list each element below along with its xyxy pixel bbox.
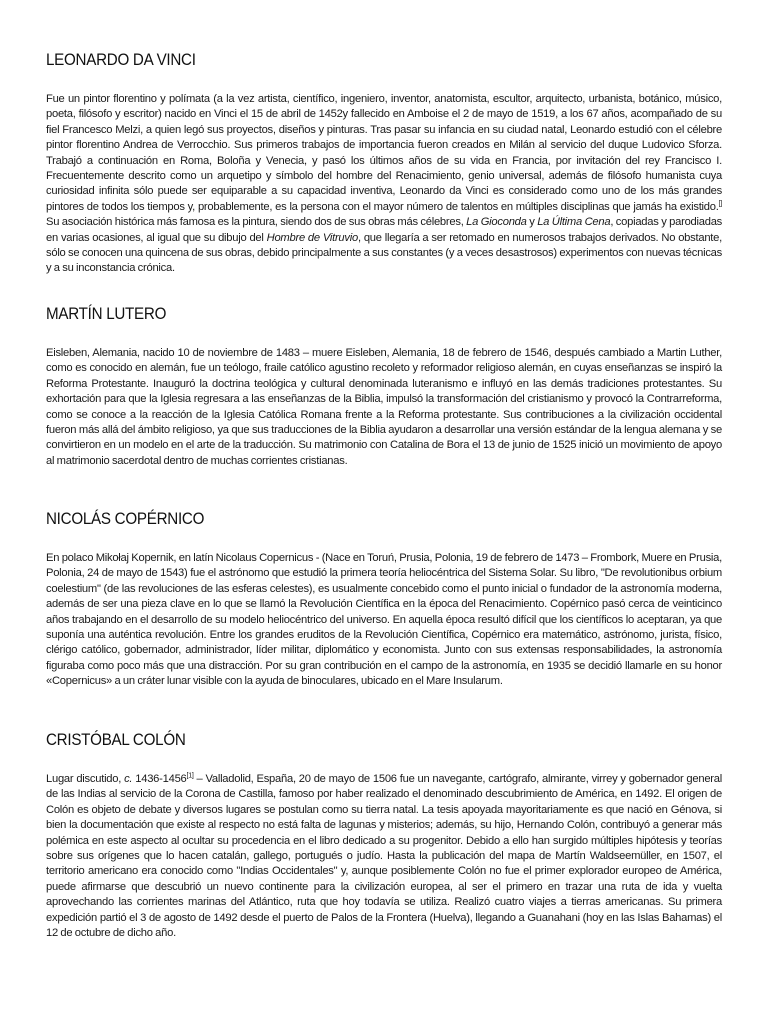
paragraph-text: 1436-1456 — [132, 773, 187, 785]
paragraph-text: y — [526, 216, 538, 229]
artwork-title: La Gioconda — [466, 216, 527, 229]
artwork-title: Hombre de Vitruvio — [266, 231, 358, 244]
section-colon — [46, 730, 722, 941]
section-paragraph — [46, 772, 722, 941]
section-paragraph — [46, 92, 722, 277]
artwork-title: La Última Cena — [537, 216, 611, 229]
section-paragraph: Eisleben, Alemania, nacido 10 de noviembre de 1483 – muere Eisleben, Alemania, 18 de febrero de 1546, después cambiado a Martin Luther, como es conocido en alemán, fue un teólogo, fraile católico agustino recoleto y reformador religioso alemán, en cuyas enseñanzas se inspiró la Reforma Protestante. Inauguró la doctrina teológica y cultural denominada luteranismo e influyó en las demás tradiciones protestantes. Su exhortación para que la Iglesia regresara a las enseñanzas de la Biblia, impulsó la transformación del cristianismo y provocó la Contrarreforma, como se conoce a la reacción de la Iglesia Católica Romana frente a la Reforma protestante. Sus contribuciones a la civilización occidental fueron más allá del ámbito religioso, ya que sus traducciones de la Biblia ayudaron a desarrollar una versión estándar de la lengua alemana y se convirtieron en un modelo en el arte de la traducción. Su matrimonio con Catalina de Bora el 13 de junio de 1525 inició un movimiento de apoyo al matrimonio sacerdotal dentro de muchas corrientes cristianas. — [46, 347, 722, 467]
paragraph-text: – Valladolid, España, 20 de mayo de 1506 fue un navegante, cartógrafo, almirante, virrey y gobernador general de las Indias al servicio de la Corona de Castilla, famoso por haber realizado el denominado descubrimiento de América, en 1492. El origen de Colón es objeto de debate y diversos lugares se postulan como su tierra natal. La tesis apoyada mayoritariamente es que nació en Génova, si bien la documentación que existe al respecto no está falta de lagunas y misterios; además, su hijo, Hernando Colón, contribuyó a generar más polémica en este aspecto al ocultar su procedencia en el libro dedicado a su progenitor. Debido a ello han surgido múltiples hipótesis y teorías sobre sus orígenes que lo hacen catalán, gallego, portugués o judío. Hasta la publicación del mapa de Martín Waldseemüller, en 1507, el territorio americano era conocido como "Indias Occidentales" y, aunque posiblemente Colón no fue el primer explorador europeo de América, puede afirmarse que descubrió un nuevo continente para la civilización europea, al ser el primero en trazar una ruta de ida y vuelta aprovechando las corrientes marinas del Atlántico, ruta que hoy todavía se utiliza. Realizó cuatro viajes a tierras americanas. Su primera expedición partió el 3 de agosto de 1492 desde el puerto de Palos de la Frontera (Huelva), llegando a Guanahani (hoy en las Islas Bahamas) el 12 de octubre de dicho año. — [46, 773, 722, 940]
section-lutero — [46, 304, 722, 469]
paragraph-text: , copiadas y parodiadas en varias ocasiones, al igual que su dibujo del — [46, 216, 723, 244]
circa-abbreviation: c. — [124, 773, 133, 785]
section-heading: NICOLÁS COPÉRNICO — [46, 510, 205, 528]
section-paragraph: En polaco Mikołaj Kopernik, en latín Nicolaus Copernicus - (Nace en Toruń, Prusia, Polonia, 19 de febrero de 1473 – Frombork, Muere en Prusia, Polonia, 24 de mayo de 1543) fue el astrónomo que estudió la primera teoría heliocéntrica del Sistema Solar. Su libro, "De revolutionibus orbium coelestium" (de las revoluciones de las esferas celestes), es usualmente concebido como el punto inicial o fundador de la astronomía moderna, además de ser una pieza clave en lo que se llamó la Revolución Científica en la época del Renacimiento. Copérnico pasó cerca de veinticinco años trabajando en el desarrollo de su modelo heliocéntrico del universo. En aquella época resultó difícil que los científicos lo aceptaran, ya que suponía una auténtica revolución. Entre los grandes eruditos de la Revolución Científica, Copérnico era matemático, astrónomo, jurista, físico, clérigo católico, gobernador, administrador, líder militar, diplomático y economista. Junto con sus extensas responsabilidades, la astronomía figuraba como poco más que una distracción. Por su gran contribución en el campo de la astronomía, en 1935 se decidió llamarle en su honor «Copernicus» a un cráter lunar visible con la ayuda de binoculares, ubicado en el Mare Insularum. — [46, 552, 722, 688]
section-leonardo — [46, 50, 722, 277]
paragraph-text: , que llegaría a ser retomado en numerosos trabajos derivados. No obstante, sólo se conocen una quincena de sus obras, debido principalmente a sus constantes (y a veces desastrosos) experimentos con nuevas técnicas y a su inconstancia crónica. — [46, 231, 722, 275]
footnote-reference[interactable]: [1] — [186, 772, 194, 780]
paragraph-text: Su asociación histórica más famosa es la pintura, siendo dos de sus obras más célebres, — [46, 216, 467, 229]
section-heading: LEONARDO DA VINCI — [46, 51, 196, 69]
section-copernico — [46, 509, 722, 690]
paragraph-text: Fue un pintor florentino y polímata (a la vez artista, científico, ingeniero, inventor, anatomista, escultor, arquitecto, urbanista, botánico, músico, poeta, filósofo y escritor) nacido en Vinci el 15 de abril de 1452y fallecido en Amboise el 2 de mayo de 1519, a los 67 años, acompañado de su fiel Francesco Melzi, a quien legó sus proyectos, diseños y pinturas. Tras pasar su infancia en su ciudad natal, Leonardo estudió con el célebre pintor florentino Andrea de Verrocchio. Sus primeros trabajos de importancia fueron creados en Milán al servicio del duque Ludovico Sforza. Trabajó a continuación en Roma, Boloña y Venecia, y pasó los últimos años de su vida en Francia, por invitación del rey Francisco I. Frecuentemente descrito como un arquetipo y símbolo del hombre del Renacimiento, genio universal, además de filósofo humanista cuya curiosidad infinita sólo puede ser equiparable a su capacidad inventiva, Leonardo da Vinci es considerado como uno de los más grandes pintores de todos los tiempos y, probablemente, es la persona con el mayor número de talentos en múltiples disciplinas que jamás ha existido. — [46, 93, 722, 213]
paragraph-text: Lugar discutido, — [46, 773, 125, 785]
footnote-reference[interactable]: [] — [718, 200, 722, 208]
section-heading: MARTÍN LUTERO — [46, 305, 167, 323]
section-heading: CRISTÓBAL COLÓN — [46, 731, 186, 749]
